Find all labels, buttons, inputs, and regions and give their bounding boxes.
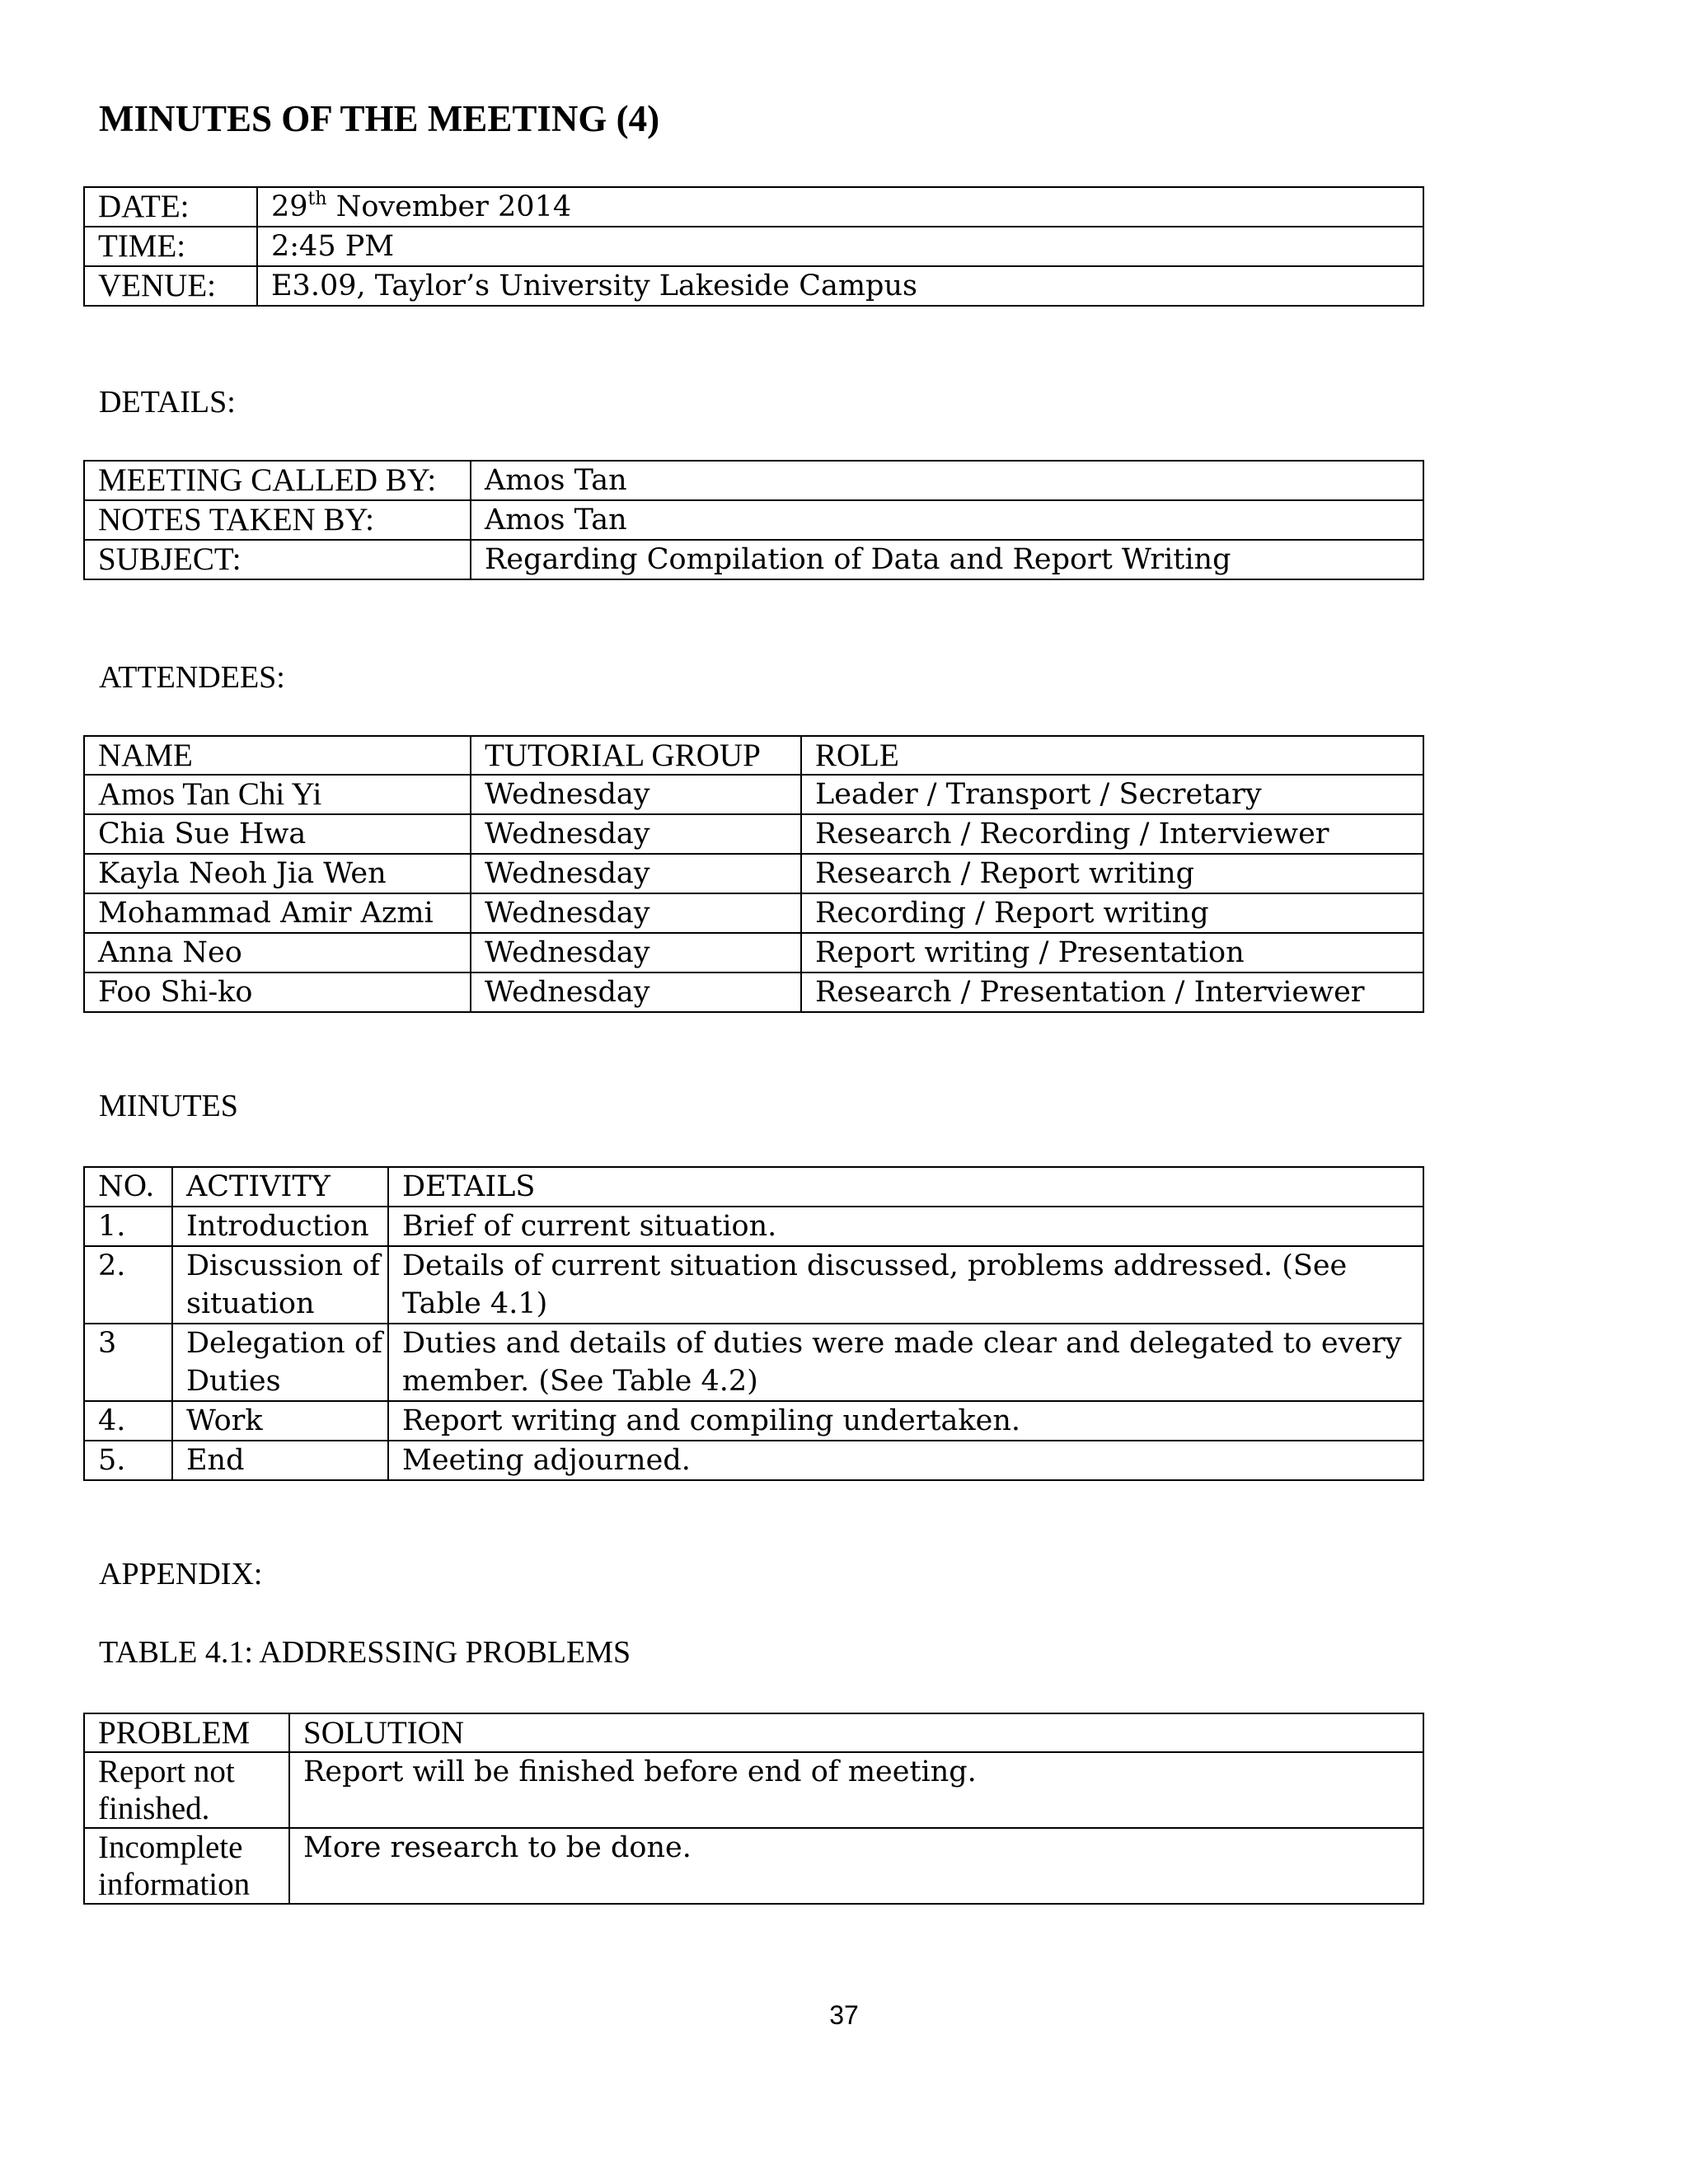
attendee-group: Wednesday bbox=[471, 814, 801, 854]
date-label: DATE: bbox=[84, 187, 257, 227]
attendee-role: Leader / Transport / Secretary bbox=[801, 775, 1423, 814]
attendee-name: Kayla Neoh Jia Wen bbox=[84, 854, 471, 893]
attendee-group: Wednesday bbox=[471, 893, 801, 933]
date-rest: November 2014 bbox=[326, 190, 572, 223]
minute-no: 4. bbox=[84, 1401, 172, 1441]
venue-label: VENUE: bbox=[84, 266, 257, 306]
minute-activity: End bbox=[172, 1441, 388, 1480]
minute-activity: Discussion of situation bbox=[172, 1246, 388, 1324]
problem-text: Report not finished. bbox=[84, 1752, 289, 1828]
date-row bbox=[84, 187, 1423, 227]
attendee-role: Report writing / Presentation bbox=[801, 933, 1423, 972]
table-row bbox=[84, 1828, 1423, 1904]
notes-by-value: Amos Tan bbox=[471, 500, 1423, 540]
attendee-role: Research / Recording / Interviewer bbox=[801, 814, 1423, 854]
col-role-header: ROLE bbox=[801, 736, 1423, 775]
venue-value: E3.09, Taylor’s University Lakeside Campus bbox=[257, 266, 1423, 306]
attendee-role: Research / Presentation / Interviewer bbox=[801, 972, 1423, 1012]
attendee-group: Wednesday bbox=[471, 933, 801, 972]
solution-text: More research to be done. bbox=[289, 1828, 1423, 1904]
minute-details: Meeting adjourned. bbox=[388, 1441, 1423, 1480]
col-name-header: NAME bbox=[84, 736, 471, 775]
minute-details: Details of current situation discussed, problems addressed. (See Table 4.1) bbox=[388, 1246, 1423, 1324]
subject-value: Regarding Compilation of Data and Report Writing bbox=[471, 540, 1423, 579]
table-row bbox=[84, 1752, 1423, 1828]
attendee-name: Anna Neo bbox=[84, 933, 471, 972]
page-title: MINUTES OF THE MEETING (4) bbox=[99, 98, 660, 139]
appendix-heading: APPENDIX: bbox=[99, 1557, 263, 1591]
problems-header-row bbox=[84, 1713, 1423, 1752]
details-row bbox=[84, 540, 1423, 579]
table-row bbox=[84, 933, 1423, 972]
table-row bbox=[84, 1401, 1423, 1441]
notes-by-label: NOTES TAKEN BY: bbox=[84, 500, 471, 540]
table-row bbox=[84, 972, 1423, 1012]
table-row bbox=[84, 814, 1423, 854]
subject-label: SUBJECT: bbox=[84, 540, 471, 579]
col-details-header: DETAILS bbox=[388, 1167, 1423, 1207]
minute-details: Report writing and compiling undertaken. bbox=[388, 1401, 1423, 1441]
attendee-group: Wednesday bbox=[471, 775, 801, 814]
table-row bbox=[84, 854, 1423, 893]
date-value bbox=[257, 187, 1423, 227]
attendee-role: Recording / Report writing bbox=[801, 893, 1423, 933]
attendees-table bbox=[83, 735, 1424, 1013]
minutes-header-row bbox=[84, 1167, 1423, 1207]
meeting-info-table bbox=[83, 186, 1424, 307]
table-row bbox=[84, 775, 1423, 814]
minute-no: 5. bbox=[84, 1441, 172, 1480]
attendee-name: Mohammad Amir Azmi bbox=[84, 893, 471, 933]
minutes-heading: MINUTES bbox=[99, 1089, 238, 1123]
minutes-table bbox=[83, 1166, 1424, 1481]
details-row bbox=[84, 500, 1423, 540]
table-row bbox=[84, 893, 1423, 933]
called-by-value: Amos Tan bbox=[471, 461, 1423, 500]
problem-text: Incomplete information bbox=[84, 1828, 289, 1904]
minute-activity: Work bbox=[172, 1401, 388, 1441]
table-row bbox=[84, 1441, 1423, 1480]
col-no-header: NO. bbox=[84, 1167, 172, 1207]
col-activity-header: ACTIVITY bbox=[172, 1167, 388, 1207]
venue-row bbox=[84, 266, 1423, 306]
details-table bbox=[83, 460, 1424, 580]
table-row bbox=[84, 1324, 1423, 1401]
attendee-name: Chia Sue Hwa bbox=[84, 814, 471, 854]
attendee-name: Amos Tan Chi Yi bbox=[84, 775, 471, 814]
time-value: 2:45 PM bbox=[257, 227, 1423, 266]
minute-details: Duties and details of duties were made clear and delegated to every member. (See Table 4.2) bbox=[388, 1324, 1423, 1401]
minute-details: Brief of current situation. bbox=[388, 1207, 1423, 1246]
appendix-table-title: TABLE 4.1: ADDRESSING PROBLEMS bbox=[99, 1635, 631, 1670]
attendee-group: Wednesday bbox=[471, 854, 801, 893]
page-number: 37 bbox=[829, 2000, 859, 2030]
details-heading: DETAILS: bbox=[99, 385, 236, 419]
attendees-header-row bbox=[84, 736, 1423, 775]
attendee-role: Research / Report writing bbox=[801, 854, 1423, 893]
minute-activity: Delegation of Duties bbox=[172, 1324, 388, 1401]
col-problem-header: PROBLEM bbox=[84, 1713, 289, 1752]
problems-table bbox=[83, 1713, 1424, 1905]
minute-no: 2. bbox=[84, 1246, 172, 1324]
table-row bbox=[84, 1207, 1423, 1246]
time-row bbox=[84, 227, 1423, 266]
solution-text: Report will be finished before end of meeting. bbox=[289, 1752, 1423, 1828]
time-label: TIME: bbox=[84, 227, 257, 266]
details-row bbox=[84, 461, 1423, 500]
called-by-label: MEETING CALLED BY: bbox=[84, 461, 471, 500]
attendee-name: Foo Shi-ko bbox=[84, 972, 471, 1012]
date-day: 29 bbox=[271, 190, 308, 223]
table-row bbox=[84, 1246, 1423, 1324]
col-group-header: TUTORIAL GROUP bbox=[471, 736, 801, 775]
col-solution-header: SOLUTION bbox=[289, 1713, 1423, 1752]
minute-activity: Introduction bbox=[172, 1207, 388, 1246]
minute-no: 3 bbox=[84, 1324, 172, 1401]
minute-no: 1. bbox=[84, 1207, 172, 1246]
attendees-heading: ATTENDEES: bbox=[99, 660, 285, 695]
attendee-group: Wednesday bbox=[471, 972, 801, 1012]
date-suffix: th bbox=[307, 189, 327, 209]
